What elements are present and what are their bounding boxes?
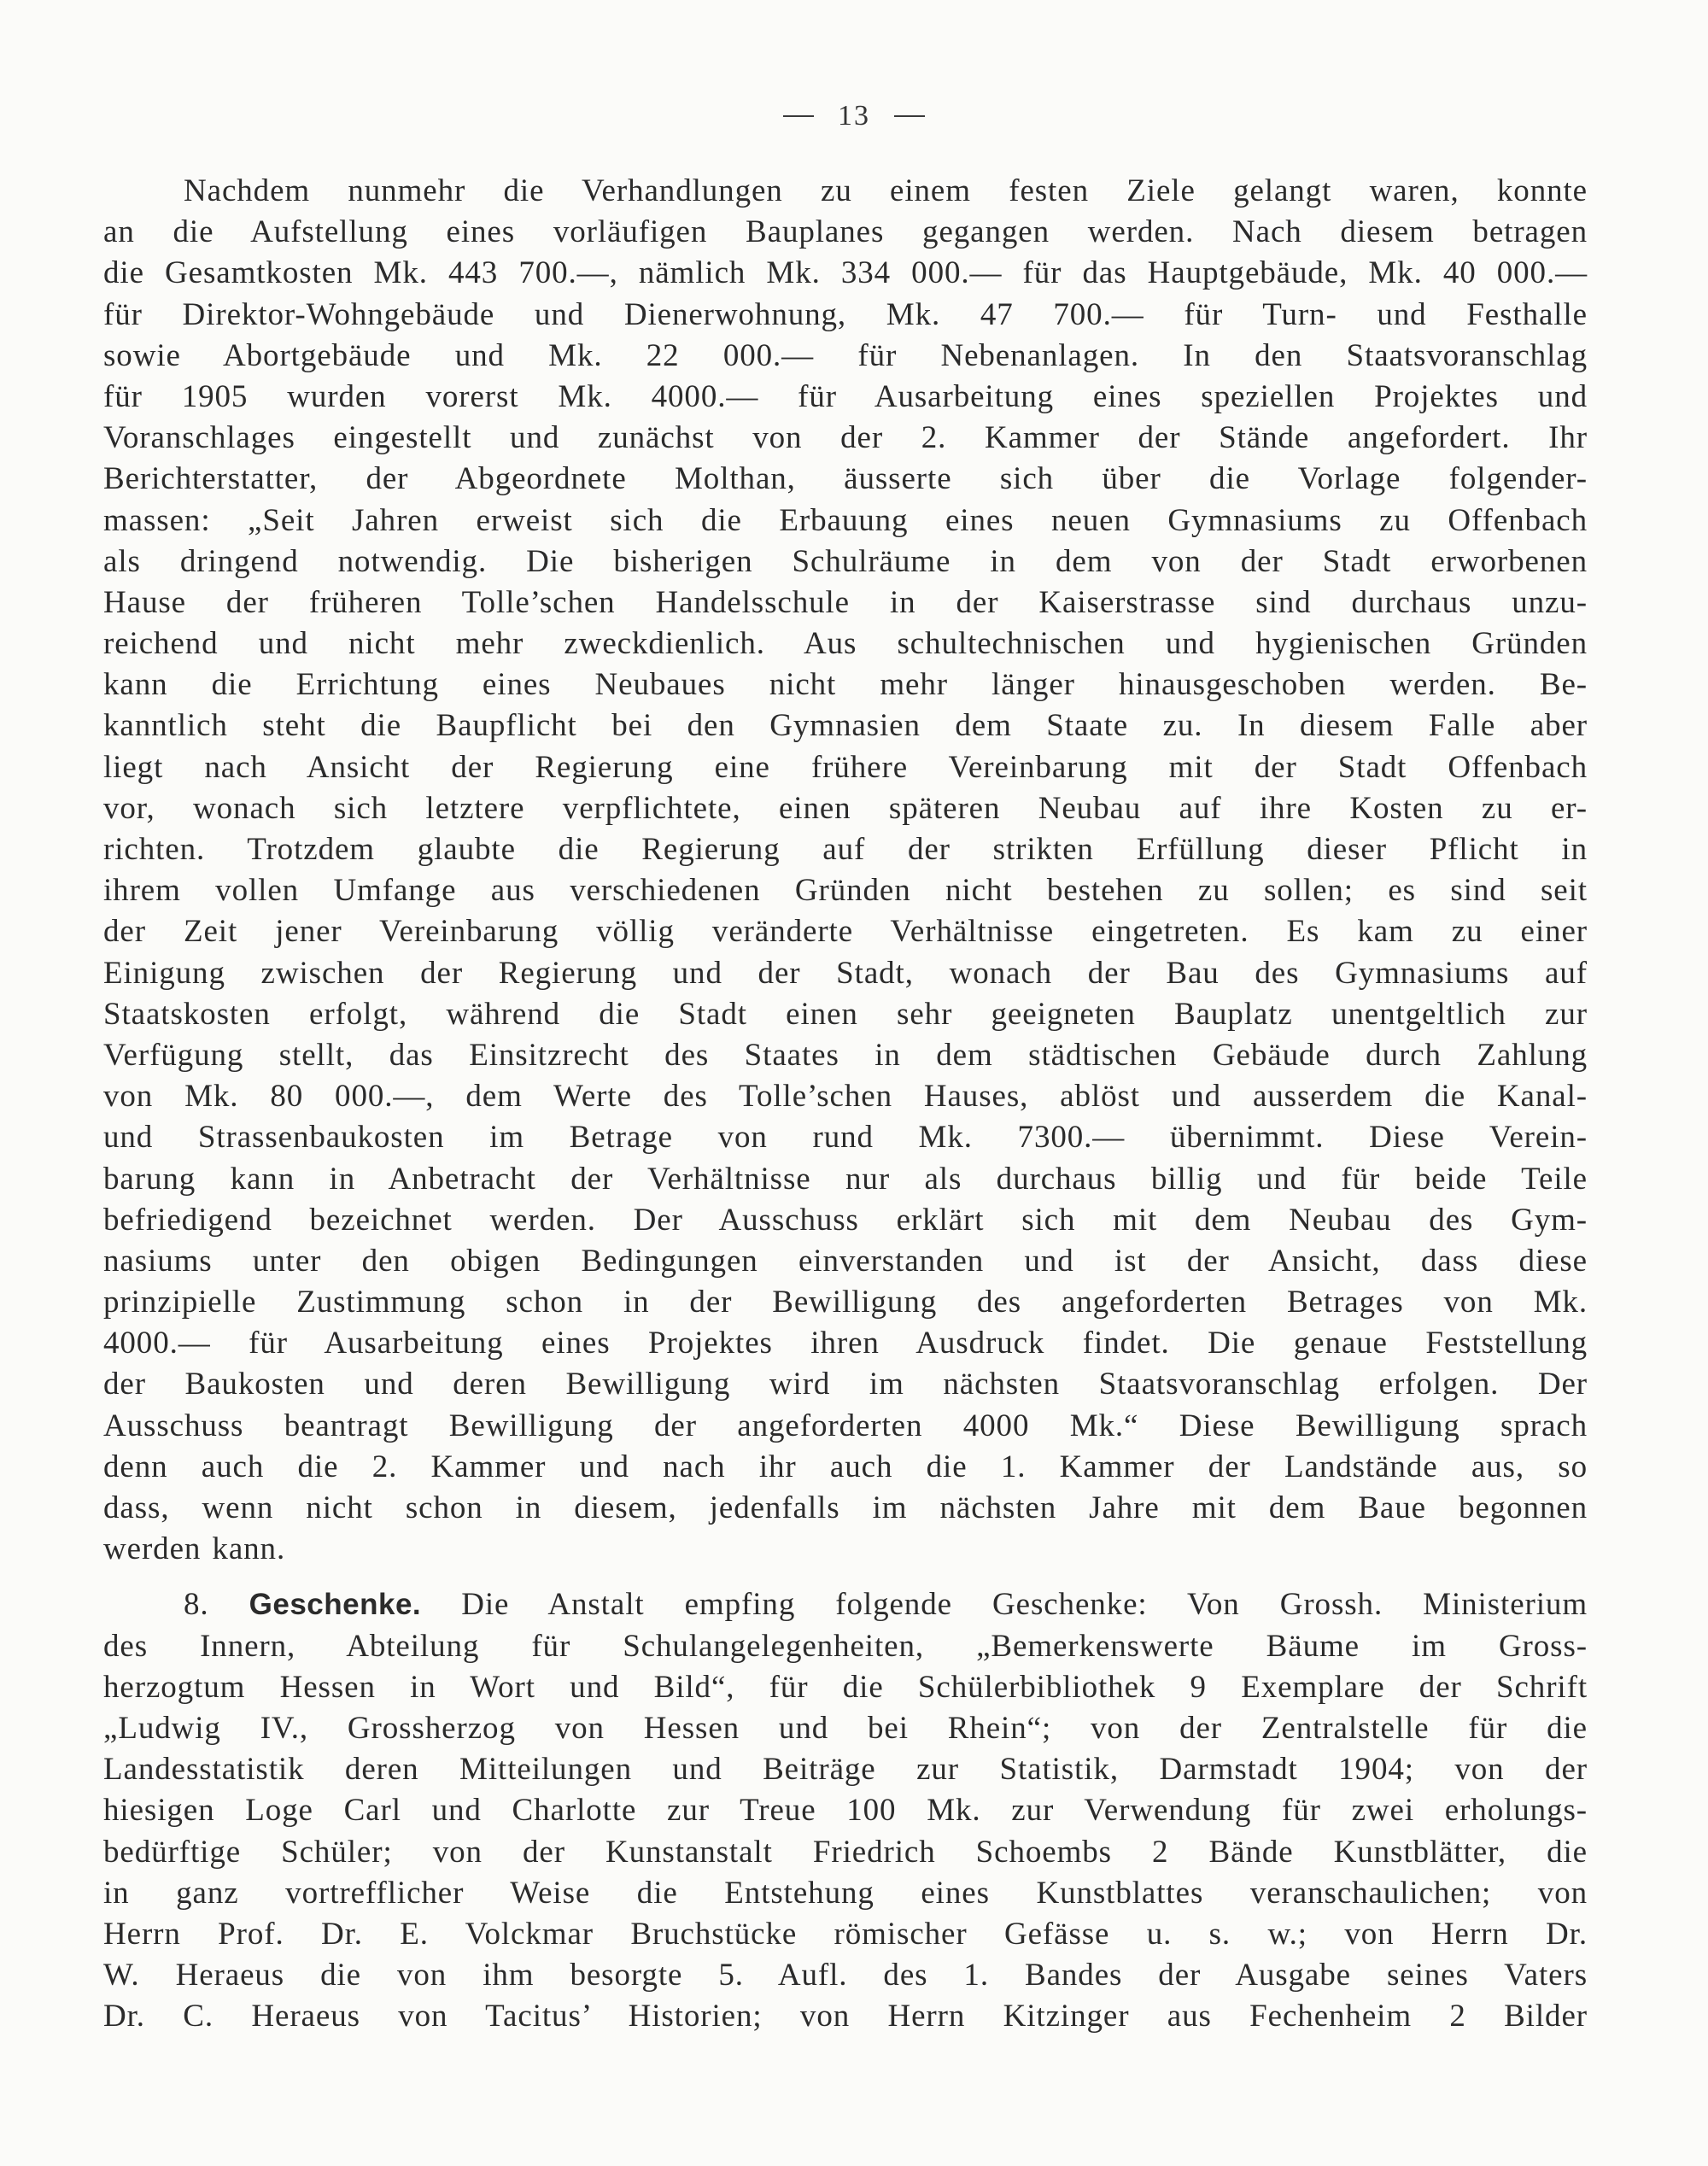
paragraph-section-8-gifts bbox=[103, 1584, 1588, 2037]
text-line: als dringend notwendig. Die bisherigen Schulräume in dem von der Stadt erworbenen bbox=[103, 543, 1588, 579]
text-line: Einigung zwischen der Regierung und der Stadt, wonach der Bau des Gymnasiums auf bbox=[103, 955, 1588, 991]
paragraph-building-plan bbox=[103, 171, 1588, 1570]
text-line: Dr. C. Heraeus von Tacitus’ Historien; von Herrn Kitzinger aus Fechenheim 2 Bilder bbox=[103, 1999, 1588, 2034]
section-number: 8. bbox=[184, 1587, 209, 1623]
text-line: für Direktor-Wohngebäude und Dienerwohnung, Mk. 47 700.— für Turn- und Festhalle bbox=[103, 296, 1588, 332]
text-line: Herrn Prof. Dr. E. Volckmar Bruchstücke römischer Gefässe u. s. w.; von Herrn Dr. bbox=[103, 1916, 1588, 1952]
text-line: reichend und nicht mehr zweckdienlich. Aus schultechnischen und hygienischen Gründen bbox=[103, 626, 1588, 662]
section-heading-line bbox=[103, 1584, 1588, 1625]
text-line: Berichterstatter, der Abgeordnete Molthan, äusserte sich über die Vorlage folgender- bbox=[103, 461, 1588, 497]
text-line: und Strassenbaukosten im Betrage von rund Mk. 7300.— übernimmt. Diese Verein- bbox=[103, 1120, 1588, 1156]
text-line: nasiums unter den obigen Bedingungen einverstanden und ist der Ansicht, dass diese bbox=[103, 1243, 1588, 1279]
text-line: hiesigen Loge Carl und Charlotte zur Treue 100 Mk. zur Verwendung für zwei erholungs- bbox=[103, 1793, 1588, 1829]
text-line: bedürftige Schüler; von der Kunstanstalt Friedrich Schoembs 2 Bände Kunstblätter, die bbox=[103, 1834, 1588, 1870]
section-title: Geschenke. bbox=[249, 1588, 422, 1622]
text-line: in ganz vortrefflicher Weise die Entstehung eines Kunstblattes veranschaulichen; von bbox=[103, 1875, 1588, 1911]
text-line: Verfügung stellt, das Einsitzrecht des Staates in dem städtischen Gebäude durch Zahlung bbox=[103, 1037, 1588, 1073]
text-line: Voranschlages eingestellt und zunächst von der 2. Kammer der Stände angefordert. Ihr bbox=[103, 420, 1588, 456]
text-line: ihrem vollen Umfange aus verschiedenen Gründen nicht bestehen zu sollen; es sind seit bbox=[103, 873, 1588, 909]
text-line: Landesstatistik deren Mitteilungen und Beiträge zur Statistik, Darmstadt 1904; von der bbox=[103, 1752, 1588, 1788]
text-line: W. Heraeus die von ihm besorgte 5. Aufl. des 1. Bandes der Ausgabe seines Vaters bbox=[103, 1958, 1588, 1993]
text-line: Nachdem nunmehr die Verhandlungen zu einem festen Ziele gelangt waren, konnte bbox=[184, 173, 1588, 208]
text-line: herzogtum Hessen in Wort und Bild“, für die Schülerbibliothek 9 Exemplare der Schrift bbox=[103, 1669, 1588, 1705]
text-line: liegt nach Ansicht der Regierung eine frühere Vereinbarung mit der Stadt Offenbach bbox=[103, 749, 1588, 785]
text-line: richten. Trotzdem glaubte die Regierung auf der strikten Erfüllung dieser Pflicht in bbox=[103, 832, 1588, 867]
text-line: „Ludwig IV., Grossherzog von Hessen und bei Rhein“; von der Zentralstelle für die bbox=[103, 1710, 1588, 1746]
text-line: vor, wonach sich letztere verpflichtete, einen späteren Neubau auf ihre Kosten zu er- bbox=[103, 790, 1588, 826]
text-line: barung kann in Anbetracht der Verhältnisse nur als durchaus billig und für beide Teile bbox=[103, 1161, 1588, 1197]
text-line: für 1905 wurden vorerst Mk. 4000.— für Ausarbeitung eines speziellen Projektes und bbox=[103, 378, 1588, 414]
text-line: Ausschuss beantragt Bewilligung der angeforderten 4000 Mk.“ Diese Bewilligung sprach bbox=[103, 1408, 1588, 1443]
page-number bbox=[0, 96, 1708, 137]
text-line: Hause der früheren Tolle’schen Handelsschule in der Kaiserstrasse sind durchaus unzu- bbox=[103, 584, 1588, 620]
text-line: denn auch die 2. Kammer und nach ihr auch die 1. Kammer der Landstände aus, so bbox=[103, 1449, 1588, 1484]
text-line: werden kann. bbox=[103, 1531, 286, 1567]
page-number-dash-right bbox=[894, 115, 925, 117]
text-line: die Gesamtkosten Mk. 443 700.—, nämlich Mk. 334 000.— für das Hauptgebäude, Mk. 40 000.— bbox=[103, 255, 1588, 291]
text-line: der Zeit jener Vereinbarung völlig veränderte Verhältnisse eingetreten. Es kam zu einer bbox=[103, 914, 1588, 950]
text-line: 4000.— für Ausarbeitung eines Projektes ihren Ausdruck findet. Die genaue Feststellung bbox=[103, 1326, 1588, 1361]
text-line: von Mk. 80 000.—, dem Werte des Tolle’schen Hauses, ablöst und ausserdem die Kanal- bbox=[103, 1079, 1588, 1115]
text-line: kann die Errichtung eines Neubaues nicht mehr länger hinausgeschoben werden. Be- bbox=[103, 667, 1588, 703]
text-line: der Baukosten und deren Bewilligung wird im nächsten Staatsvoranschlag erfolgen. Der bbox=[103, 1367, 1588, 1402]
section-first-line-text: Die Anstalt empfing folgende Geschenke: Von Grossh. Ministerium bbox=[461, 1587, 1588, 1623]
page-number-dash-left bbox=[783, 115, 814, 117]
text-line: befriedigend bezeichnet werden. Der Ausschuss erklärt sich mit dem Neubau des Gym- bbox=[103, 1202, 1588, 1238]
page-number-value: 13 bbox=[838, 100, 870, 132]
text-line: massen: „Seit Jahren erweist sich die Erbauung eines neuen Gymnasiums zu Offenbach bbox=[103, 502, 1588, 538]
text-line: dass, wenn nicht schon in diesem, jedenfalls im nächsten Jahre mit dem Baue begonnen bbox=[103, 1490, 1588, 1525]
document-body bbox=[103, 171, 1588, 2037]
text-line: prinzipielle Zustimmung schon in der Bewilligung des angeforderten Betrages von Mk. bbox=[103, 1285, 1588, 1320]
text-line: kanntlich steht die Baupflicht bei den Gymnasien dem Staate zu. In diesem Falle aber bbox=[103, 708, 1588, 744]
text-line: des Innern, Abteilung für Schulangelegenheiten, „Bemerkenswerte Bäume im Gross- bbox=[103, 1628, 1588, 1664]
text-line: sowie Abortgebäude und Mk. 22 000.— für Nebenanlagen. In den Staatsvoranschlag bbox=[103, 337, 1588, 373]
text-line: Staatskosten erfolgt, während die Stadt einen sehr geeigneten Bauplatz unentgeltlich zur bbox=[103, 996, 1588, 1032]
text-line: an die Aufstellung eines vorläufigen Bauplanes gegangen werden. Nach diesem betragen bbox=[103, 214, 1588, 250]
